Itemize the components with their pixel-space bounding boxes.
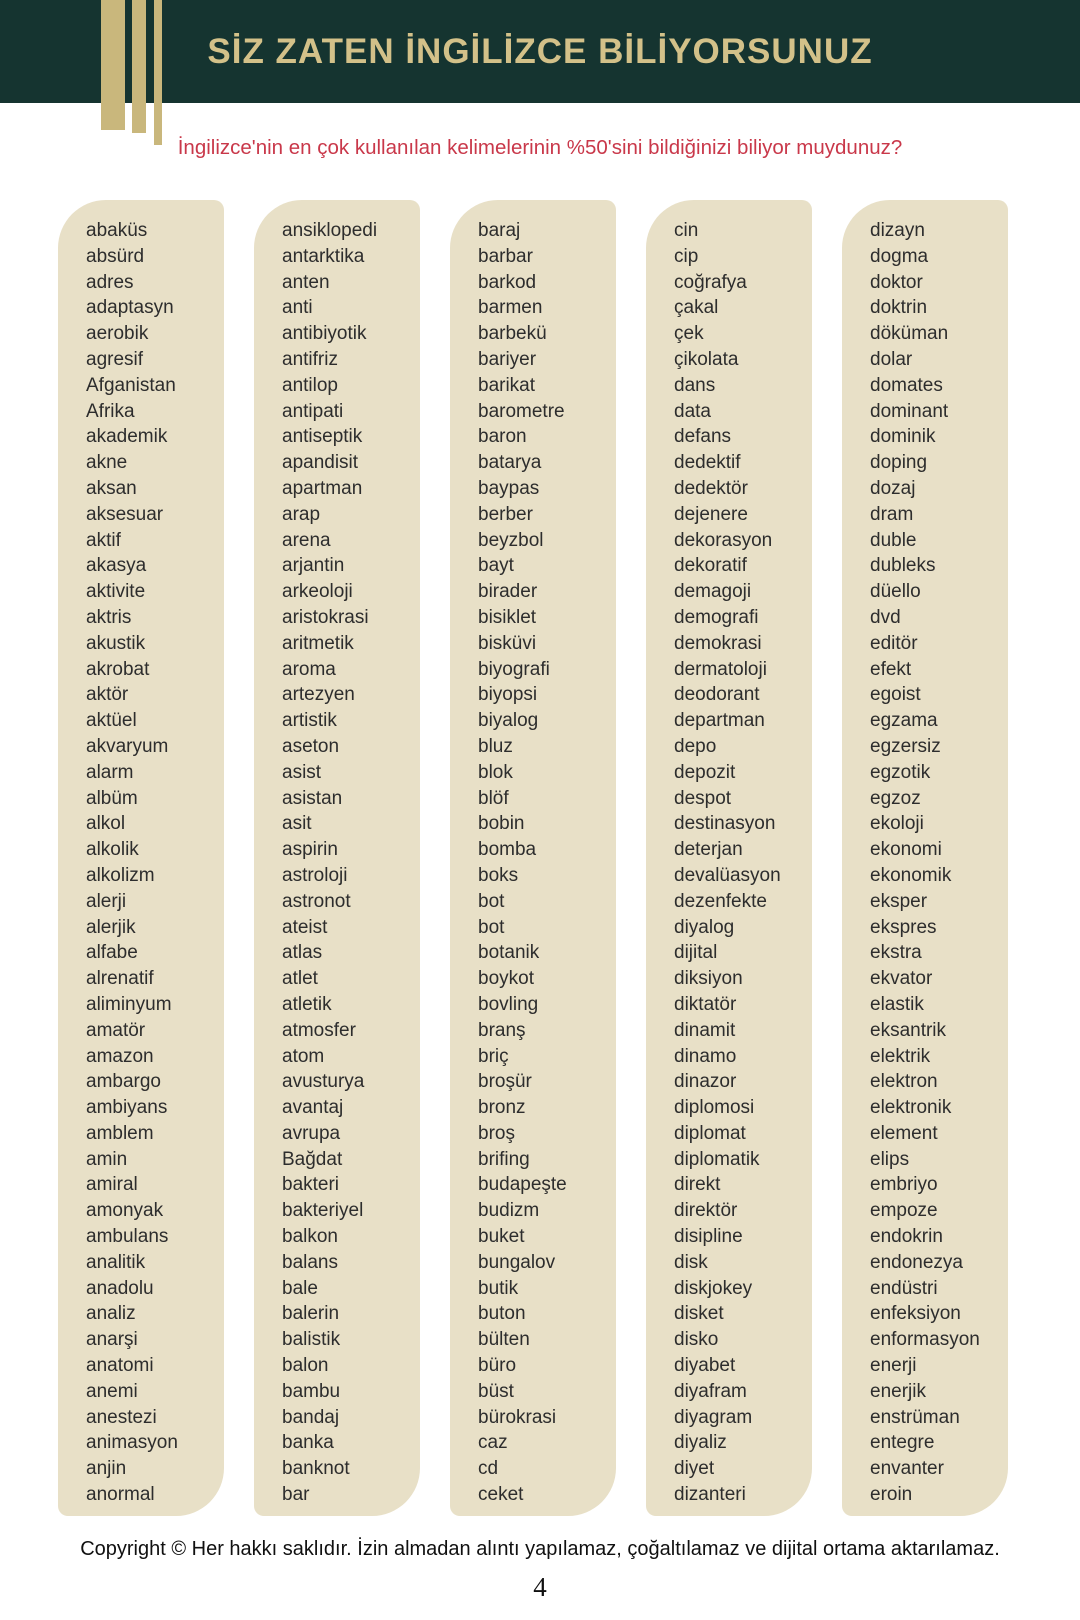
word-item: blok: [478, 761, 513, 783]
word-item: doping: [870, 452, 928, 474]
word-item: empoze: [870, 1200, 938, 1222]
word-item: amblem: [86, 1122, 154, 1144]
word-item: botanik: [478, 942, 540, 964]
word-item: dekorasyon: [674, 529, 773, 551]
word-item: balerin: [282, 1303, 340, 1325]
word-item: ekonomik: [870, 864, 952, 886]
word-item: briç: [478, 1045, 509, 1067]
word-item: amin: [86, 1148, 128, 1170]
word-item: egzotik: [870, 761, 931, 783]
word-item: büro: [478, 1355, 517, 1377]
word-item: bisküvi: [478, 632, 537, 654]
word-item: arena: [282, 529, 331, 551]
word-item: bale: [282, 1277, 318, 1299]
word-item: antarktika: [282, 245, 365, 267]
word-item: dolar: [870, 348, 913, 370]
word-item: avantaj: [282, 1097, 344, 1119]
word-item: direktör: [674, 1200, 738, 1222]
word-item: ansiklopedi: [282, 220, 378, 241]
word-item: bot: [478, 890, 505, 912]
word-item: amonyak: [86, 1200, 164, 1222]
word-item: barmen: [478, 297, 543, 319]
word-item: bovling: [478, 993, 539, 1015]
gold-stripe-wide: [101, 0, 125, 130]
word-item: eksantrik: [870, 1019, 947, 1041]
word-item: caz: [478, 1432, 508, 1454]
word-item: balistik: [282, 1329, 341, 1351]
word-item: dinamo: [674, 1045, 737, 1067]
word-item: anatomi: [86, 1355, 154, 1377]
word-item: efekt: [870, 658, 912, 680]
word-item: demokrasi: [674, 632, 762, 654]
word-item: çikolata: [674, 348, 739, 370]
word-item: biyografi: [478, 658, 550, 680]
word-item: diksiyon: [674, 968, 743, 990]
word-item: bambu: [282, 1380, 341, 1402]
word-item: bronz: [478, 1097, 526, 1119]
word-item: atom: [282, 1045, 325, 1067]
word-item: asistan: [282, 787, 343, 809]
word-item: asist: [282, 761, 322, 783]
word-item: egzoz: [870, 787, 921, 809]
word-card: [450, 200, 616, 1516]
word-item: analiz: [86, 1303, 136, 1325]
word-item: dominant: [870, 400, 949, 422]
word-item: alfabe: [86, 942, 138, 964]
word-item: akademik: [86, 426, 168, 448]
word-item: bar: [282, 1484, 310, 1506]
word-item: anti: [282, 297, 313, 319]
word-item: bomba: [478, 839, 537, 861]
word-item: alarm: [86, 761, 134, 783]
word-item: akrobat: [86, 658, 150, 680]
word-item: diyafram: [674, 1380, 747, 1402]
word-item: embriyo: [870, 1174, 938, 1196]
word-item: amiral: [86, 1174, 138, 1196]
word-item: element: [870, 1122, 938, 1144]
word-item: düello: [870, 581, 921, 603]
word-item: bariyer: [478, 348, 537, 370]
word-item: aktör: [86, 684, 129, 706]
word-item: asit: [282, 813, 312, 835]
word-item: elektrik: [870, 1045, 931, 1067]
word-item: bandaj: [282, 1406, 340, 1428]
word-item: dram: [870, 503, 914, 525]
word-item: disk: [674, 1251, 708, 1273]
word-item: avusturya: [282, 1071, 365, 1093]
word-item: baron: [478, 426, 527, 448]
word-item: anarşi: [86, 1329, 138, 1351]
word-columns: [58, 200, 1008, 1516]
word-card: [842, 200, 1008, 1516]
word-item: ceket: [478, 1484, 524, 1506]
word-item: bluz: [478, 735, 513, 757]
word-item: balon: [282, 1355, 329, 1377]
word-item: diplomosi: [674, 1097, 755, 1119]
word-item: antibiyotik: [282, 323, 367, 345]
word-item: disipline: [674, 1226, 743, 1248]
word-item: egoist: [870, 684, 921, 706]
word-item: endokrin: [870, 1226, 943, 1248]
word-item: bürokrasi: [478, 1406, 557, 1428]
gold-stripes-decoration: [101, 0, 162, 145]
word-item: alkolizm: [86, 864, 155, 886]
word-card: [58, 200, 224, 1516]
word-item: endonezya: [870, 1251, 963, 1273]
word-item: dozaj: [870, 477, 916, 499]
word-item: cin: [674, 220, 699, 241]
word-item: ambulans: [86, 1226, 169, 1248]
word-item: egzama: [870, 710, 938, 732]
word-item: aktivite: [86, 581, 146, 603]
word-item: amatör: [86, 1019, 146, 1041]
word-item: diktatör: [674, 993, 737, 1015]
word-item: abaküs: [86, 220, 148, 241]
word-item: bakteriyel: [282, 1200, 364, 1222]
word-item: apartman: [282, 477, 363, 499]
word-item: baraj: [478, 220, 521, 241]
word-item: atmosfer: [282, 1019, 356, 1041]
word-item: dogma: [870, 245, 929, 267]
word-item: blöf: [478, 787, 509, 809]
word-item: barbar: [478, 245, 533, 267]
word-item: batarya: [478, 452, 542, 474]
word-item: banknot: [282, 1458, 350, 1480]
word-item: akvaryum: [86, 735, 169, 757]
word-item: disket: [674, 1303, 724, 1325]
word-item: ateist: [282, 916, 328, 938]
word-item: butik: [478, 1277, 519, 1299]
word-item: dedektör: [674, 477, 748, 499]
word-item: domates: [870, 374, 943, 396]
word-item: eksper: [870, 890, 928, 912]
word-item: adres: [86, 271, 134, 293]
word-item: envanter: [870, 1458, 944, 1480]
word-item: coğrafya: [674, 271, 747, 293]
word-item: diyet: [674, 1458, 715, 1480]
gold-stripe-medium: [132, 0, 146, 133]
page-title: SİZ ZATEN İNGİLİZCE BİLİYORSUNUZ: [207, 31, 873, 71]
word-item: eroin: [870, 1484, 913, 1506]
word-item: diyagram: [674, 1406, 753, 1428]
word-item: bisiklet: [478, 606, 537, 628]
word-item: bayt: [478, 555, 514, 577]
word-item: balans: [282, 1251, 338, 1273]
word-item: barkod: [478, 271, 537, 293]
word-item: bungalov: [478, 1251, 556, 1273]
word-item: diyabet: [674, 1355, 736, 1377]
word-item: atlas: [282, 942, 323, 964]
word-item: elektronik: [870, 1097, 952, 1119]
word-item: aseton: [282, 735, 340, 757]
word-item: dedektif: [674, 452, 741, 474]
word-item: astroloji: [282, 864, 348, 886]
word-item: enstrüman: [870, 1406, 960, 1428]
word-item: antifriz: [282, 348, 338, 370]
subtitle-question: İngilizce'nin en çok kullanılan kelimelerinin %50'sini bildiğinizi biliyor muydunuz?: [177, 136, 903, 159]
word-item: aroma: [282, 658, 336, 680]
word-item: döküman: [870, 323, 949, 345]
word-item: dinamit: [674, 1019, 736, 1041]
word-item: editör: [870, 632, 918, 654]
word-item: dvd: [870, 606, 901, 628]
word-item: anjin: [86, 1458, 127, 1480]
copyright-text: Copyright © Her hakkı saklıdır. İzin almadan alıntı yapılamaz, çoğaltılamaz ve dijital ortama aktarılamaz.: [80, 1538, 1000, 1560]
word-item: departman: [674, 710, 765, 732]
word-item: balkon: [282, 1226, 338, 1248]
word-item: anestezi: [86, 1406, 157, 1428]
word-item: artezyen: [282, 684, 355, 706]
word-item: atlet: [282, 968, 318, 990]
word-item: beyzbol: [478, 529, 544, 551]
word-item: broşür: [478, 1071, 532, 1093]
word-item: enformasyon: [870, 1329, 980, 1351]
word-item: amazon: [86, 1045, 154, 1067]
word-item: elips: [870, 1148, 910, 1170]
word-card: [646, 200, 812, 1516]
word-item: çek: [674, 323, 704, 345]
word-item: disko: [674, 1329, 719, 1351]
header-banner: [0, 0, 1080, 103]
word-item: aritmetik: [282, 632, 354, 654]
word-item: elektron: [870, 1071, 938, 1093]
word-item: buton: [478, 1303, 526, 1325]
word-item: absürd: [86, 245, 145, 267]
word-item: akasya: [86, 555, 147, 577]
word-item: deodorant: [674, 684, 760, 706]
word-item: aksesuar: [86, 503, 164, 525]
word-item: dominik: [870, 426, 936, 448]
word-item: aspirin: [282, 839, 338, 861]
word-item: analitik: [86, 1251, 146, 1273]
word-item: brifing: [478, 1148, 530, 1170]
word-item: aktif: [86, 529, 121, 551]
word-item: enfeksiyon: [870, 1303, 961, 1325]
word-item: anten: [282, 271, 330, 293]
word-item: dezenfekte: [674, 890, 767, 912]
word-item: arap: [282, 503, 321, 525]
word-item: diyaliz: [674, 1432, 727, 1454]
word-item: enerjik: [870, 1380, 926, 1402]
gold-stripe-thin: [154, 0, 162, 145]
word-item: depozit: [674, 761, 736, 783]
word-item: diskjokey: [674, 1277, 753, 1299]
word-item: barometre: [478, 400, 565, 422]
word-item: büst: [478, 1380, 514, 1402]
word-item: ekoloji: [870, 813, 924, 835]
word-item: diyalog: [674, 916, 735, 938]
word-item: animasyon: [86, 1432, 178, 1454]
word-item: artistik: [282, 710, 337, 732]
word-item: data: [674, 400, 711, 422]
word-item: ekstra: [870, 942, 922, 964]
word-item: cd: [478, 1458, 499, 1480]
word-item: branş: [478, 1019, 526, 1041]
word-item: antiseptik: [282, 426, 363, 448]
word-item: biyalog: [478, 710, 539, 732]
word-item: doktrin: [870, 297, 928, 319]
word-item: buket: [478, 1226, 525, 1248]
word-item: direkt: [674, 1174, 721, 1196]
word-item: antipati: [282, 400, 344, 422]
word-item: endüstri: [870, 1277, 938, 1299]
word-item: deterjan: [674, 839, 743, 861]
word-item: alkolik: [86, 839, 139, 861]
word-item: boks: [478, 864, 519, 886]
word-item: dekoratif: [674, 555, 747, 577]
word-item: akne: [86, 452, 128, 474]
word-item: ambargo: [86, 1071, 161, 1093]
page-number: 4: [533, 1572, 547, 1602]
word-item: duble: [870, 529, 917, 551]
word-item: barbekü: [478, 323, 547, 345]
word-item: boykot: [478, 968, 534, 990]
word-item: baypas: [478, 477, 540, 499]
word-item: bot: [478, 916, 505, 938]
word-item: dizanteri: [674, 1484, 746, 1506]
word-item: arkeoloji: [282, 581, 353, 603]
word-item: akustik: [86, 632, 146, 654]
word-item: diplomat: [674, 1122, 746, 1144]
word-item: dejenere: [674, 503, 748, 525]
word-item: apandisit: [282, 452, 359, 474]
word-item: aristokrasi: [282, 606, 369, 628]
word-item: birader: [478, 581, 538, 603]
word-item: anadolu: [86, 1277, 154, 1299]
word-item: aktüel: [86, 710, 137, 732]
word-card: [254, 200, 420, 1516]
word-item: alerjik: [86, 916, 136, 938]
word-item: defans: [674, 426, 732, 448]
word-item: aksan: [86, 477, 137, 499]
word-item: budizm: [478, 1200, 540, 1222]
word-item: arjantin: [282, 555, 345, 577]
word-item: destinasyon: [674, 813, 776, 835]
word-item: dinazor: [674, 1071, 737, 1093]
word-item: barikat: [478, 374, 536, 396]
word-item: despot: [674, 787, 732, 809]
word-item: aktris: [86, 606, 132, 628]
word-item: berber: [478, 503, 533, 525]
word-item: ambiyans: [86, 1097, 168, 1119]
word-item: atletik: [282, 993, 332, 1015]
word-item: budapeşte: [478, 1174, 567, 1196]
word-item: enerji: [870, 1355, 917, 1377]
word-item: ekspres: [870, 916, 937, 938]
word-item: alerji: [86, 890, 127, 912]
word-item: dubleks: [870, 555, 936, 577]
word-item: egzersiz: [870, 735, 941, 757]
word-item: bobin: [478, 813, 525, 835]
word-item: alrenatif: [86, 968, 154, 990]
word-item: entegre: [870, 1432, 935, 1454]
word-item: diplomatik: [674, 1148, 760, 1170]
word-item: demografi: [674, 606, 759, 628]
word-item: banka: [282, 1432, 334, 1454]
word-item: çakal: [674, 297, 719, 319]
word-item: doktor: [870, 271, 923, 293]
word-item: aliminyum: [86, 993, 172, 1015]
word-item: aerobik: [86, 323, 149, 345]
word-item: astronot: [282, 890, 351, 912]
word-item: demagoji: [674, 581, 752, 603]
word-item: bülten: [478, 1329, 530, 1351]
word-item: devalüasyon: [674, 864, 781, 886]
word-item: Bağdat: [282, 1148, 343, 1170]
word-item: depo: [674, 735, 717, 757]
word-item: biyopsi: [478, 684, 538, 706]
word-item: ekvator: [870, 968, 933, 990]
word-item: dermatoloji: [674, 658, 767, 680]
word-item: agresif: [86, 348, 144, 370]
word-item: broş: [478, 1122, 515, 1144]
word-item: alkol: [86, 813, 126, 835]
word-item: ekonomi: [870, 839, 942, 861]
word-item: bakteri: [282, 1174, 340, 1196]
word-item: cip: [674, 245, 699, 267]
word-item: anemi: [86, 1380, 138, 1402]
word-item: dans: [674, 374, 716, 396]
word-item: elastik: [870, 993, 924, 1015]
word-item: albüm: [86, 787, 138, 809]
word-item: dijital: [674, 942, 718, 964]
word-item: dizayn: [870, 220, 925, 241]
word-item: Afrika: [86, 400, 135, 422]
word-item: avrupa: [282, 1122, 341, 1144]
word-item: anormal: [86, 1484, 155, 1506]
word-item: Afganistan: [86, 374, 176, 396]
word-item: adaptasyn: [86, 297, 174, 319]
word-item: antilop: [282, 374, 338, 396]
